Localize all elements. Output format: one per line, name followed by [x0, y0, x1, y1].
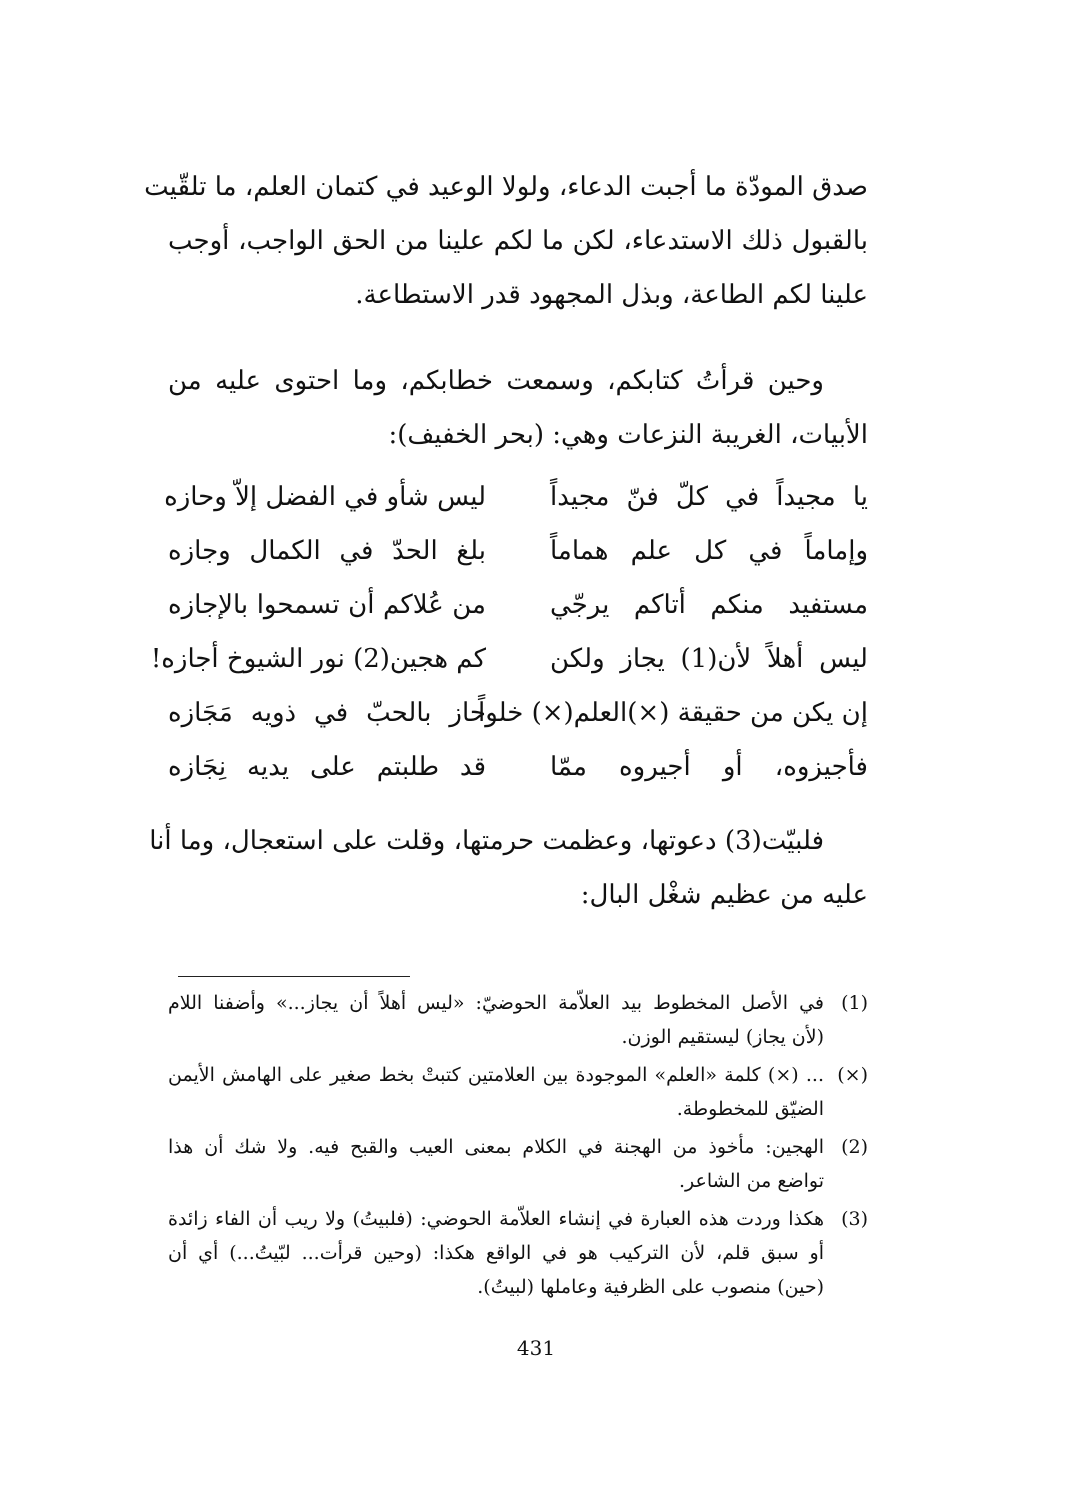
- footnote-separator: [178, 976, 410, 977]
- verse-second-hemistich: ليس شأو في الفضل إلاّ وحازه: [164, 482, 486, 512]
- paragraph-2: [168, 354, 868, 462]
- poem-verse: [168, 524, 868, 578]
- poem: [150, 470, 868, 794]
- text-line: الأبيات، الغريبة النزعات وهي: (بحر الخفيف):: [388, 420, 868, 450]
- poem-verse: [168, 578, 868, 632]
- text-line: بالقبول ذلك الاستدعاء، لكن ما لكم علينا من الحق الواجب، أوجب: [168, 226, 868, 256]
- footnote-marker: (×): [837, 1064, 868, 1086]
- footnote-line: تواضع من الشاعر.: [678, 1170, 824, 1192]
- footnote-line: في الأصل المخطوط بيد العلاّمة الحوضيّ: «ليس أهلاً أن يجاز...» وأضفنا اللام: [168, 992, 824, 1014]
- poem-verse: [168, 740, 868, 794]
- footnote: [168, 1058, 868, 1126]
- footnote: [168, 986, 868, 1054]
- footnote-line: (لأن يجاز) ليستقيم الوزن.: [621, 1026, 824, 1048]
- paragraph-3: [149, 814, 868, 922]
- footnote-line: أو سبق قلم، لأن التركيب هو في الواقع هكذا: (وحين قرأت... لبّيتُ...) أي أن: [168, 1242, 824, 1264]
- text-line: عليه من عظيم شغْل البال:: [580, 880, 868, 910]
- text-line: وحين قرأتُ كتابكم، وسمعت خطابكم، وما احتوى عليه من: [168, 366, 824, 396]
- verse-first-hemistich: فأجيزوه، أو أجيروه ممّا: [550, 752, 868, 782]
- poem-verse: [150, 632, 868, 686]
- footnotes: [168, 986, 868, 1308]
- footnote-line: ... (×) كلمة «العلم» الموجودة بين العلامتين كتبتْ بخط صغير على الهامش الأيمن: [168, 1064, 824, 1086]
- verse-second-hemistich: حاز بالحبّ في ذويه مَجَازه: [168, 698, 486, 728]
- footnote-line: الضيّق للمخطوطة.: [676, 1098, 824, 1120]
- verse-second-hemistich: قد طلبتم على يديه نِجَازه: [168, 752, 486, 782]
- verse-second-hemistich: بلغ الحدّ في الكمال وجازه: [168, 536, 486, 566]
- footnote-marker: (1): [841, 992, 868, 1014]
- poem-verse: [164, 470, 868, 524]
- page-number: 431: [516, 1336, 556, 1360]
- verse-first-hemistich: مستفيد منكم أتاكم يرجّي: [550, 590, 868, 620]
- text-line: علينا لكم الطاعة، وبذل المجهود قدر الاستطاعة.: [355, 280, 868, 310]
- text-line: صدق المودّة ما أجبت الدعاء، ولولا الوعيد في كتمان العلم، ما تلقّيت: [144, 172, 868, 202]
- paragraph-1: [144, 160, 868, 322]
- verse-first-hemistich: ليس أهلاً لأن(1) يجاز ولكن: [550, 644, 868, 674]
- footnote-line: الهجين: مأخوذ من الهجنة في الكلام بمعنى العيب والقبح فيه. ولا شك أن هذا: [168, 1136, 824, 1158]
- footnote: [168, 1202, 868, 1304]
- verse-first-hemistich: وإماماً في كل علم هماماً: [550, 536, 868, 566]
- verse-second-hemistich: كم هجين(2) نور الشيوخ أجازه!: [150, 644, 486, 674]
- poem-verse: [168, 686, 868, 740]
- footnote-marker: (3): [841, 1208, 868, 1230]
- footnote-marker: (2): [841, 1136, 868, 1158]
- footnote-line: هكذا وردت هذه العبارة في إنشاء العلاّمة الحوضي: (فلبيتُ) ولا ريب أن الفاء زائدة: [168, 1208, 824, 1230]
- verse-second-hemistich: من عُلاكم أن تسمحوا بالإجازه: [168, 590, 486, 620]
- footnote: [168, 1130, 868, 1198]
- footnote-line: (حين) منصوب على الظرفية وعاملها (لبيتُ).: [477, 1276, 824, 1298]
- text-line: فلبيّت(3) دعوتها، وعظمت حرمتها، وقلت على استعجال، وما أنا: [149, 826, 824, 856]
- verse-first-hemistich: إن يكن من حقيقة (×)العلم(×) خلواً: [478, 698, 868, 728]
- verse-first-hemistich: يا مجيداً في كلّ فنّ مجيداً: [550, 482, 868, 512]
